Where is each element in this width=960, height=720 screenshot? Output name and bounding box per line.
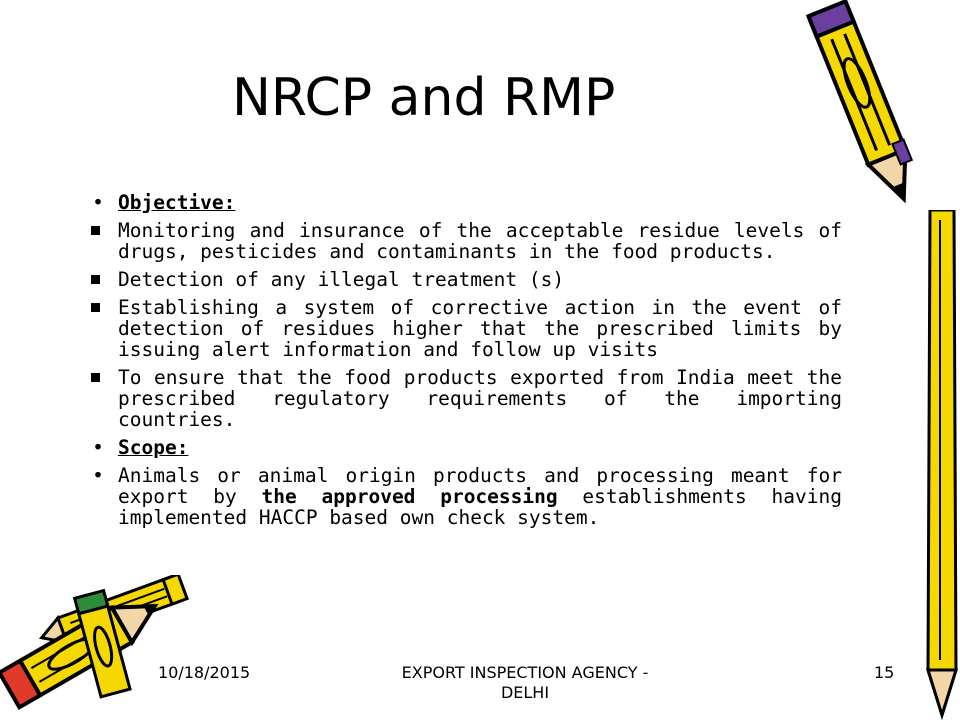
list-item-scope-heading xyxy=(86,437,842,458)
list-item xyxy=(86,220,842,262)
objective-item-text: Establishing a system of corrective action in the event of detection of residues higher that the prescribed limits by issuing alert information and follow up visits xyxy=(118,296,842,361)
objective-item-text: Monitoring and insurance of the acceptable residue levels of drugs, pesticides and contaminants in the food products. xyxy=(118,219,842,263)
footer-date: 10/18/2015 xyxy=(158,663,251,682)
list-item xyxy=(86,367,842,430)
scope-label: Scope: xyxy=(118,436,189,459)
footer-organization: EXPORT INSPECTION AGENCY - DELHI xyxy=(401,663,649,702)
objective-item-text: Detection of any illegal treatment (s) xyxy=(118,268,565,291)
footer-page-number: 15 xyxy=(874,663,895,682)
pencil-icon-bottom-left-group xyxy=(0,575,200,720)
square-bullet-icon xyxy=(91,275,100,284)
objective-item-text: To ensure that the food products exported from India meet the prescribed regulatory requirements of the importing countries. xyxy=(118,366,842,431)
scope-text-before: Animals or animal origin products and processing meant for export by xyxy=(118,464,842,508)
scope-text-bold: the approved processing xyxy=(261,485,558,508)
slide-body xyxy=(86,192,842,535)
square-bullet-icon xyxy=(91,226,100,235)
list-item-objective-heading xyxy=(86,192,842,213)
list-item xyxy=(86,297,842,360)
square-bullet-icon xyxy=(91,303,100,312)
objective-label: Objective: xyxy=(118,191,236,214)
bullet-dot: • xyxy=(92,191,104,214)
bullet-dot: • xyxy=(92,436,104,459)
scope-text-after: establishments having implemented HACCP based own check system. xyxy=(118,485,842,529)
square-bullet-icon xyxy=(91,373,100,382)
list-item xyxy=(86,269,842,290)
list-item-scope-text xyxy=(86,465,842,528)
pencil-icon-right-edge xyxy=(920,210,960,720)
slide-title: NRCP and RMP xyxy=(232,68,616,128)
bullet-dot: • xyxy=(92,464,104,487)
